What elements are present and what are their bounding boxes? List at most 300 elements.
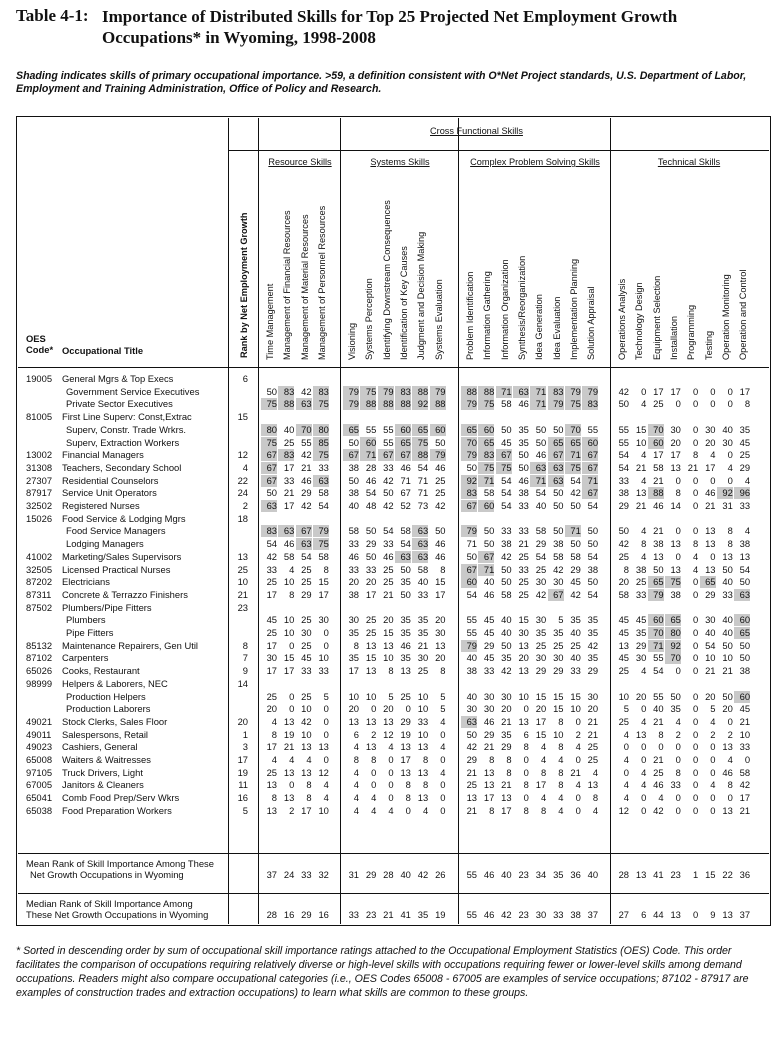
skill-score: 4: [353, 792, 359, 804]
skill-score: 0: [692, 779, 699, 791]
skill-score: 50: [466, 728, 477, 740]
skill-score: 42: [301, 449, 312, 461]
skill-score: 25: [435, 487, 446, 499]
skill-score: 54: [535, 550, 547, 562]
skill-column-header: Idea Generation: [534, 294, 545, 360]
skill-score: 8: [523, 779, 529, 791]
skill-score: 46: [435, 538, 446, 550]
skill-score: 0: [289, 779, 295, 791]
skill-score: 67: [582, 462, 598, 474]
skill-score: 13: [417, 741, 429, 753]
rank-value: 5: [242, 804, 248, 816]
skill-score: 10: [301, 728, 312, 740]
median-score: 6: [641, 909, 647, 920]
skill-score: 46: [348, 550, 359, 562]
skill-score: 0: [323, 715, 329, 727]
skill-column-header: Judgment and Decision Making: [416, 231, 427, 360]
skill-score: 42: [383, 500, 394, 511]
skill-score: 17: [266, 665, 277, 677]
skill-score: 21: [739, 715, 751, 727]
skill-score: 17: [318, 588, 329, 600]
skill-score: 35: [417, 614, 429, 626]
skill-score: 17: [535, 779, 547, 791]
skill-score: 46: [301, 474, 312, 486]
skill-score: 29: [466, 754, 477, 765]
skill-score: 0: [692, 525, 699, 537]
occupational-title: Cooks, Restaurant: [62, 665, 140, 677]
skill-score: 70: [461, 437, 477, 449]
skill-score: 10: [518, 690, 529, 702]
skill-score: 0: [440, 804, 446, 816]
skill-score: 20: [435, 652, 446, 664]
rank-value: 13: [237, 550, 248, 562]
mean-score: 15: [705, 869, 716, 880]
skill-score: 45: [501, 436, 512, 448]
skill-score: 50: [400, 563, 411, 575]
occupational-title: Service Unit Operators: [62, 487, 157, 499]
skill-score: 88: [395, 398, 411, 410]
skill-score: 33: [518, 563, 529, 575]
skill-score: 33: [739, 741, 751, 753]
skill-score: 54: [587, 588, 599, 600]
skill-score: 0: [388, 792, 394, 804]
oes-code: 85132: [26, 639, 53, 651]
rank-value: 25: [237, 563, 248, 575]
skill-score: 75: [478, 462, 494, 474]
skill-score: 35: [501, 652, 512, 664]
table-number: Table 4-1:: [16, 6, 89, 25]
skill-score: 25: [618, 665, 629, 677]
skill-score: 25: [301, 690, 312, 702]
occupational-title: Registered Nurses: [62, 500, 140, 511]
skill-score: 6: [523, 728, 529, 740]
skill-score: 40: [283, 423, 295, 435]
skill-score: 0: [692, 741, 699, 753]
skill-score: 55: [383, 423, 394, 435]
skill-score: 50: [618, 525, 629, 537]
skill-score: 13: [722, 804, 733, 816]
skill-score: 65: [665, 614, 681, 626]
skill-score: 20: [383, 703, 394, 715]
skill-column-header: Operations Analysis: [617, 278, 627, 360]
skill-score: 0: [323, 728, 329, 740]
skill-score: 42: [466, 741, 477, 753]
skill-score: 58: [739, 766, 751, 778]
skill-score: 0: [692, 665, 699, 677]
skill-score: 45: [739, 703, 751, 715]
rank-value: 1: [242, 728, 248, 740]
skill-score: 50: [466, 461, 477, 473]
skill-score: 67: [461, 564, 477, 576]
mean-score: 42: [417, 869, 429, 880]
skill-score: 4: [271, 715, 277, 727]
skill-score: 8: [371, 754, 377, 765]
skill-score: 71: [530, 386, 546, 398]
skill-score: 17: [670, 385, 681, 397]
median-score: 29: [301, 909, 312, 920]
occupational-title: Production Laborers: [66, 703, 151, 715]
oes-code: 87202: [26, 576, 53, 588]
skill-score: 30: [483, 703, 495, 715]
skill-score: 55: [618, 436, 629, 448]
skill-score: 75: [313, 449, 329, 461]
skill-score: 4: [623, 728, 629, 740]
skill-score: 30: [705, 614, 716, 626]
skill-score: 35: [348, 627, 359, 638]
skill-score: 30: [483, 690, 495, 702]
skill-score: 4: [641, 715, 647, 727]
skill-score: 70: [565, 424, 581, 436]
skill-score: 8: [744, 398, 751, 410]
skill-score: 4: [623, 754, 629, 765]
skill-score: 67: [548, 449, 564, 461]
oes-code: 65026: [26, 665, 53, 677]
mean-score: 26: [435, 869, 446, 880]
skill-score: 4: [388, 804, 394, 816]
skill-score: 83: [582, 398, 598, 410]
skill-score: 5: [440, 703, 446, 715]
skill-score: 33: [635, 588, 647, 600]
skill-score: 28: [365, 461, 377, 473]
skill-score: 30: [587, 690, 599, 702]
skill-score: 33: [670, 779, 681, 791]
skill-score: 20: [705, 436, 716, 448]
skill-score: 8: [440, 563, 446, 575]
skill-score: 13: [587, 779, 599, 791]
skill-score: 40: [705, 627, 716, 638]
skill-score: 0: [523, 754, 529, 765]
skill-score: 83: [395, 386, 411, 398]
mean-score: 34: [535, 869, 547, 880]
skill-score: 0: [641, 385, 647, 397]
skill-score: 65: [648, 576, 664, 588]
skill-score: 4: [353, 804, 359, 816]
rank-value: 23: [237, 601, 248, 613]
skill-score: 15: [518, 614, 529, 626]
median-score: 9: [710, 909, 716, 920]
skill-score: 50: [435, 436, 446, 448]
mean-score: 35: [553, 869, 564, 880]
skill-score: 8: [540, 766, 547, 778]
skill-score: 42: [383, 474, 394, 486]
skill-score: 25: [301, 563, 312, 575]
skill-score: 4: [371, 792, 377, 804]
skill-score: 50: [501, 423, 512, 435]
skill-score: 0: [658, 741, 664, 753]
skill-score: 96: [734, 487, 750, 499]
oes-code: 65038: [26, 804, 53, 816]
skill-score: 63: [296, 538, 312, 550]
skill-score: 63: [412, 538, 428, 550]
skill-score: 8: [271, 728, 277, 740]
skill-score: 0: [575, 715, 581, 727]
skill-score: 0: [641, 792, 647, 804]
skill-score: 71: [582, 475, 598, 487]
skill-score: 67: [296, 525, 312, 537]
skill-score: 13: [618, 639, 629, 651]
skill-score: 8: [440, 665, 446, 677]
occupational-title: Teachers, Secondary School: [62, 461, 182, 473]
skill-score: 25: [266, 766, 277, 778]
skill-score: 75: [360, 386, 376, 398]
rank-value: 24: [237, 487, 248, 499]
skill-score: 0: [641, 703, 647, 715]
skill-score: 29: [535, 665, 547, 677]
skill-score: 33: [570, 665, 581, 677]
oes-code: 13002: [26, 449, 53, 461]
skill-score: 12: [383, 728, 394, 740]
skill-score: 0: [727, 474, 733, 486]
skill-score: 4: [271, 754, 277, 765]
skill-score: 30: [466, 703, 477, 715]
skill-score: 13: [466, 792, 477, 804]
rank-value: 22: [237, 474, 248, 486]
shading-note: Shading indicates skills of primary occupational importance. >59, a definition consistent with O*Net Project standards, U.S. Department of Labor, Employment and Training Administration, Office of Policy and Research.: [16, 70, 747, 95]
skill-score: 50: [266, 385, 277, 397]
skill-score: 30: [705, 423, 716, 435]
skill-score: 29: [739, 461, 751, 473]
skill-score: 13: [635, 728, 647, 740]
median-score: 27: [618, 909, 629, 920]
skill-score: 50: [383, 487, 394, 499]
skill-score: 71: [478, 475, 494, 487]
median-score: 38: [570, 909, 581, 920]
skill-score: 80: [313, 424, 329, 436]
skill-score: 58: [318, 487, 329, 499]
skill-score: 42: [266, 550, 277, 562]
skill-score: 79: [343, 398, 359, 410]
rank-value: 18: [237, 512, 248, 524]
skill-score: 8: [523, 804, 529, 816]
skill-score: 30: [722, 436, 733, 448]
skill-score: 2: [371, 728, 377, 740]
median-score: 42: [501, 909, 512, 920]
skill-score: 21: [653, 715, 664, 727]
skill-score: 60: [461, 576, 477, 588]
skill-score: 20: [670, 436, 681, 448]
skill-score: 0: [692, 627, 699, 638]
skill-score: 54: [618, 449, 629, 461]
skill-score: 21: [653, 525, 664, 537]
skill-score: 50: [365, 525, 377, 537]
rank-value: 21: [237, 588, 248, 600]
mean-score: 13: [635, 869, 647, 880]
oes-code: 32502: [26, 500, 53, 511]
skill-score: 50: [535, 436, 547, 448]
skill-score: 0: [727, 398, 733, 410]
skill-score: 29: [501, 741, 512, 753]
skill-score: 17: [283, 500, 295, 511]
skill-score: 20: [266, 703, 277, 715]
skill-score: 25: [301, 576, 312, 588]
skill-score: 46: [653, 779, 664, 791]
skill-score: 21: [739, 804, 751, 816]
skill-score: 30: [348, 614, 359, 626]
skill-score: 40: [722, 614, 733, 626]
skill-score: 13: [670, 461, 681, 473]
table-title: Importance of Distributed Skills for Top 25 Projected Net Employment Growth Occupations* in Wyoming, 1998-2008: [102, 7, 678, 47]
skill-score: 8: [271, 792, 277, 804]
skill-score: 30: [635, 652, 647, 664]
skill-score: 13: [348, 715, 359, 727]
skill-score: 50: [553, 423, 564, 435]
skill-score: 50: [535, 423, 547, 435]
skill-score: 33: [348, 538, 359, 550]
skill-score: 4: [306, 754, 312, 765]
skill-score: 10: [570, 703, 581, 715]
skill-score: 19: [283, 728, 295, 740]
skill-score: 55: [653, 690, 664, 702]
median-label: These Net Growth Occupations in Wyoming: [26, 909, 209, 920]
mean-label: Mean Rank of Skill Importance Among These: [26, 858, 214, 869]
skill-score: 17: [301, 804, 312, 816]
skill-score: 8: [641, 538, 647, 550]
skill-score: 15: [283, 652, 295, 664]
oes-code: 67005: [26, 779, 53, 791]
skill-score: 4: [710, 715, 716, 727]
skill-score: 0: [440, 754, 446, 765]
skill-score: 25: [518, 576, 529, 588]
skill-score: 71: [360, 449, 376, 461]
skill-score: 0: [727, 715, 733, 727]
skill-score: 10: [301, 703, 312, 715]
mean-score: 31: [348, 869, 359, 880]
skill-score: 50: [722, 690, 733, 702]
skill-score: 67: [261, 475, 277, 487]
median-label: Median Rank of Skill Importance Among: [26, 898, 193, 909]
skill-score: 0: [692, 487, 699, 499]
skill-score: 20: [722, 703, 733, 715]
skill-score: 10: [553, 728, 564, 740]
rank-value: 7: [242, 652, 248, 664]
skill-score: 35: [417, 627, 429, 638]
skill-score: 25: [535, 563, 547, 575]
skill-score: 50: [739, 639, 751, 651]
column-divider: [228, 118, 229, 924]
skill-score: 35: [587, 627, 599, 638]
skill-score: 50: [653, 563, 664, 575]
skill-score: 75: [496, 462, 512, 474]
skill-score: 35: [535, 627, 547, 638]
skill-score: 31: [722, 500, 733, 511]
skill-column-header: Time Management: [265, 283, 275, 360]
skill-score: 0: [289, 639, 295, 651]
skill-score: 35: [400, 627, 411, 638]
skill-score: 29: [705, 588, 716, 600]
skill-score: 50: [670, 690, 681, 702]
skill-score: 4: [744, 525, 751, 537]
skill-score: 0: [710, 385, 716, 397]
skill-score: 60: [734, 691, 750, 703]
skill-score: 15: [318, 576, 329, 588]
skill-score: 25: [400, 690, 411, 702]
skill-score: 45: [483, 652, 495, 664]
skill-score: 60: [582, 437, 598, 449]
skill-score: 67: [582, 449, 598, 461]
skill-score: 21: [518, 538, 529, 550]
skill-score: 0: [523, 792, 529, 804]
oes-code: 27307: [26, 474, 53, 486]
skill-score: 67: [400, 487, 411, 499]
column-divider: [340, 118, 341, 924]
skill-score: 21: [722, 665, 733, 677]
skill-score: 8: [388, 665, 394, 677]
occupational-title: Waiters & Waitresses: [62, 754, 151, 765]
mean-score: 41: [653, 869, 664, 880]
skill-score: 25: [535, 639, 547, 651]
skill-score: 4: [558, 792, 564, 804]
skill-score: 88: [461, 386, 477, 398]
skill-score: 30: [301, 627, 312, 638]
rank-value: 10: [237, 576, 248, 588]
skill-score: 25: [365, 627, 377, 638]
skill-score: 50: [722, 639, 733, 651]
skill-score: 0: [692, 715, 699, 727]
oes-code-header: OES Code*: [26, 333, 54, 355]
skill-score: 0: [692, 576, 699, 588]
median-score: 55: [466, 909, 477, 920]
skill-score: 25: [653, 398, 664, 410]
skill-score: 8: [506, 754, 512, 765]
skill-score: 0: [675, 525, 681, 537]
skill-score: 83: [478, 449, 494, 461]
skill-score: 25: [266, 690, 277, 702]
skill-score: 13: [518, 639, 529, 651]
skill-score: 5: [323, 690, 329, 702]
skill-score: 42: [570, 487, 581, 499]
skill-score: 20: [587, 703, 599, 715]
occupational-title: Licensed Practical Nurses: [62, 563, 171, 575]
skill-column-header: Implementation Planning: [568, 258, 579, 360]
oes-code: 15026: [26, 512, 53, 524]
occupational-title: Carpenters: [62, 652, 109, 664]
rank-value: 9: [242, 665, 248, 677]
oes-code: 49021: [26, 715, 53, 727]
skill-score: 35: [400, 614, 411, 626]
skill-score: 54: [365, 487, 377, 499]
skill-score: 0: [623, 766, 629, 778]
skill-score: 20: [501, 703, 512, 715]
skill-column-header: Idea Evaluation: [551, 296, 562, 360]
skill-score: 5: [710, 703, 716, 715]
skill-score: 13: [365, 715, 377, 727]
skill-score: 4: [658, 792, 664, 804]
skill-score: 8: [558, 779, 564, 791]
skill-score: 15: [553, 690, 564, 702]
skill-score: 42: [501, 665, 512, 677]
oes-code: 19005: [26, 373, 53, 384]
skill-score: 4: [289, 754, 295, 765]
skill-score: 79: [582, 386, 598, 398]
skill-score: 4: [727, 461, 733, 473]
skill-score: 30: [535, 614, 547, 626]
skill-score: 79: [461, 398, 477, 410]
skill-score: 4: [641, 665, 647, 677]
skill-score: 50: [483, 525, 495, 537]
skill-score: 17: [653, 449, 664, 461]
skill-score: 60: [648, 614, 664, 626]
skill-score: 17: [705, 461, 716, 473]
skill-score: 50: [266, 487, 277, 499]
rank-value: 3: [242, 741, 248, 753]
skill-score: 67: [548, 589, 564, 601]
skill-score: 21: [383, 588, 394, 600]
skill-score: 17: [739, 385, 751, 397]
skill-score: 21: [653, 754, 664, 765]
skill-score: 10: [283, 576, 295, 588]
skill-score: 75: [565, 398, 581, 410]
skill-score: 4: [575, 741, 581, 753]
